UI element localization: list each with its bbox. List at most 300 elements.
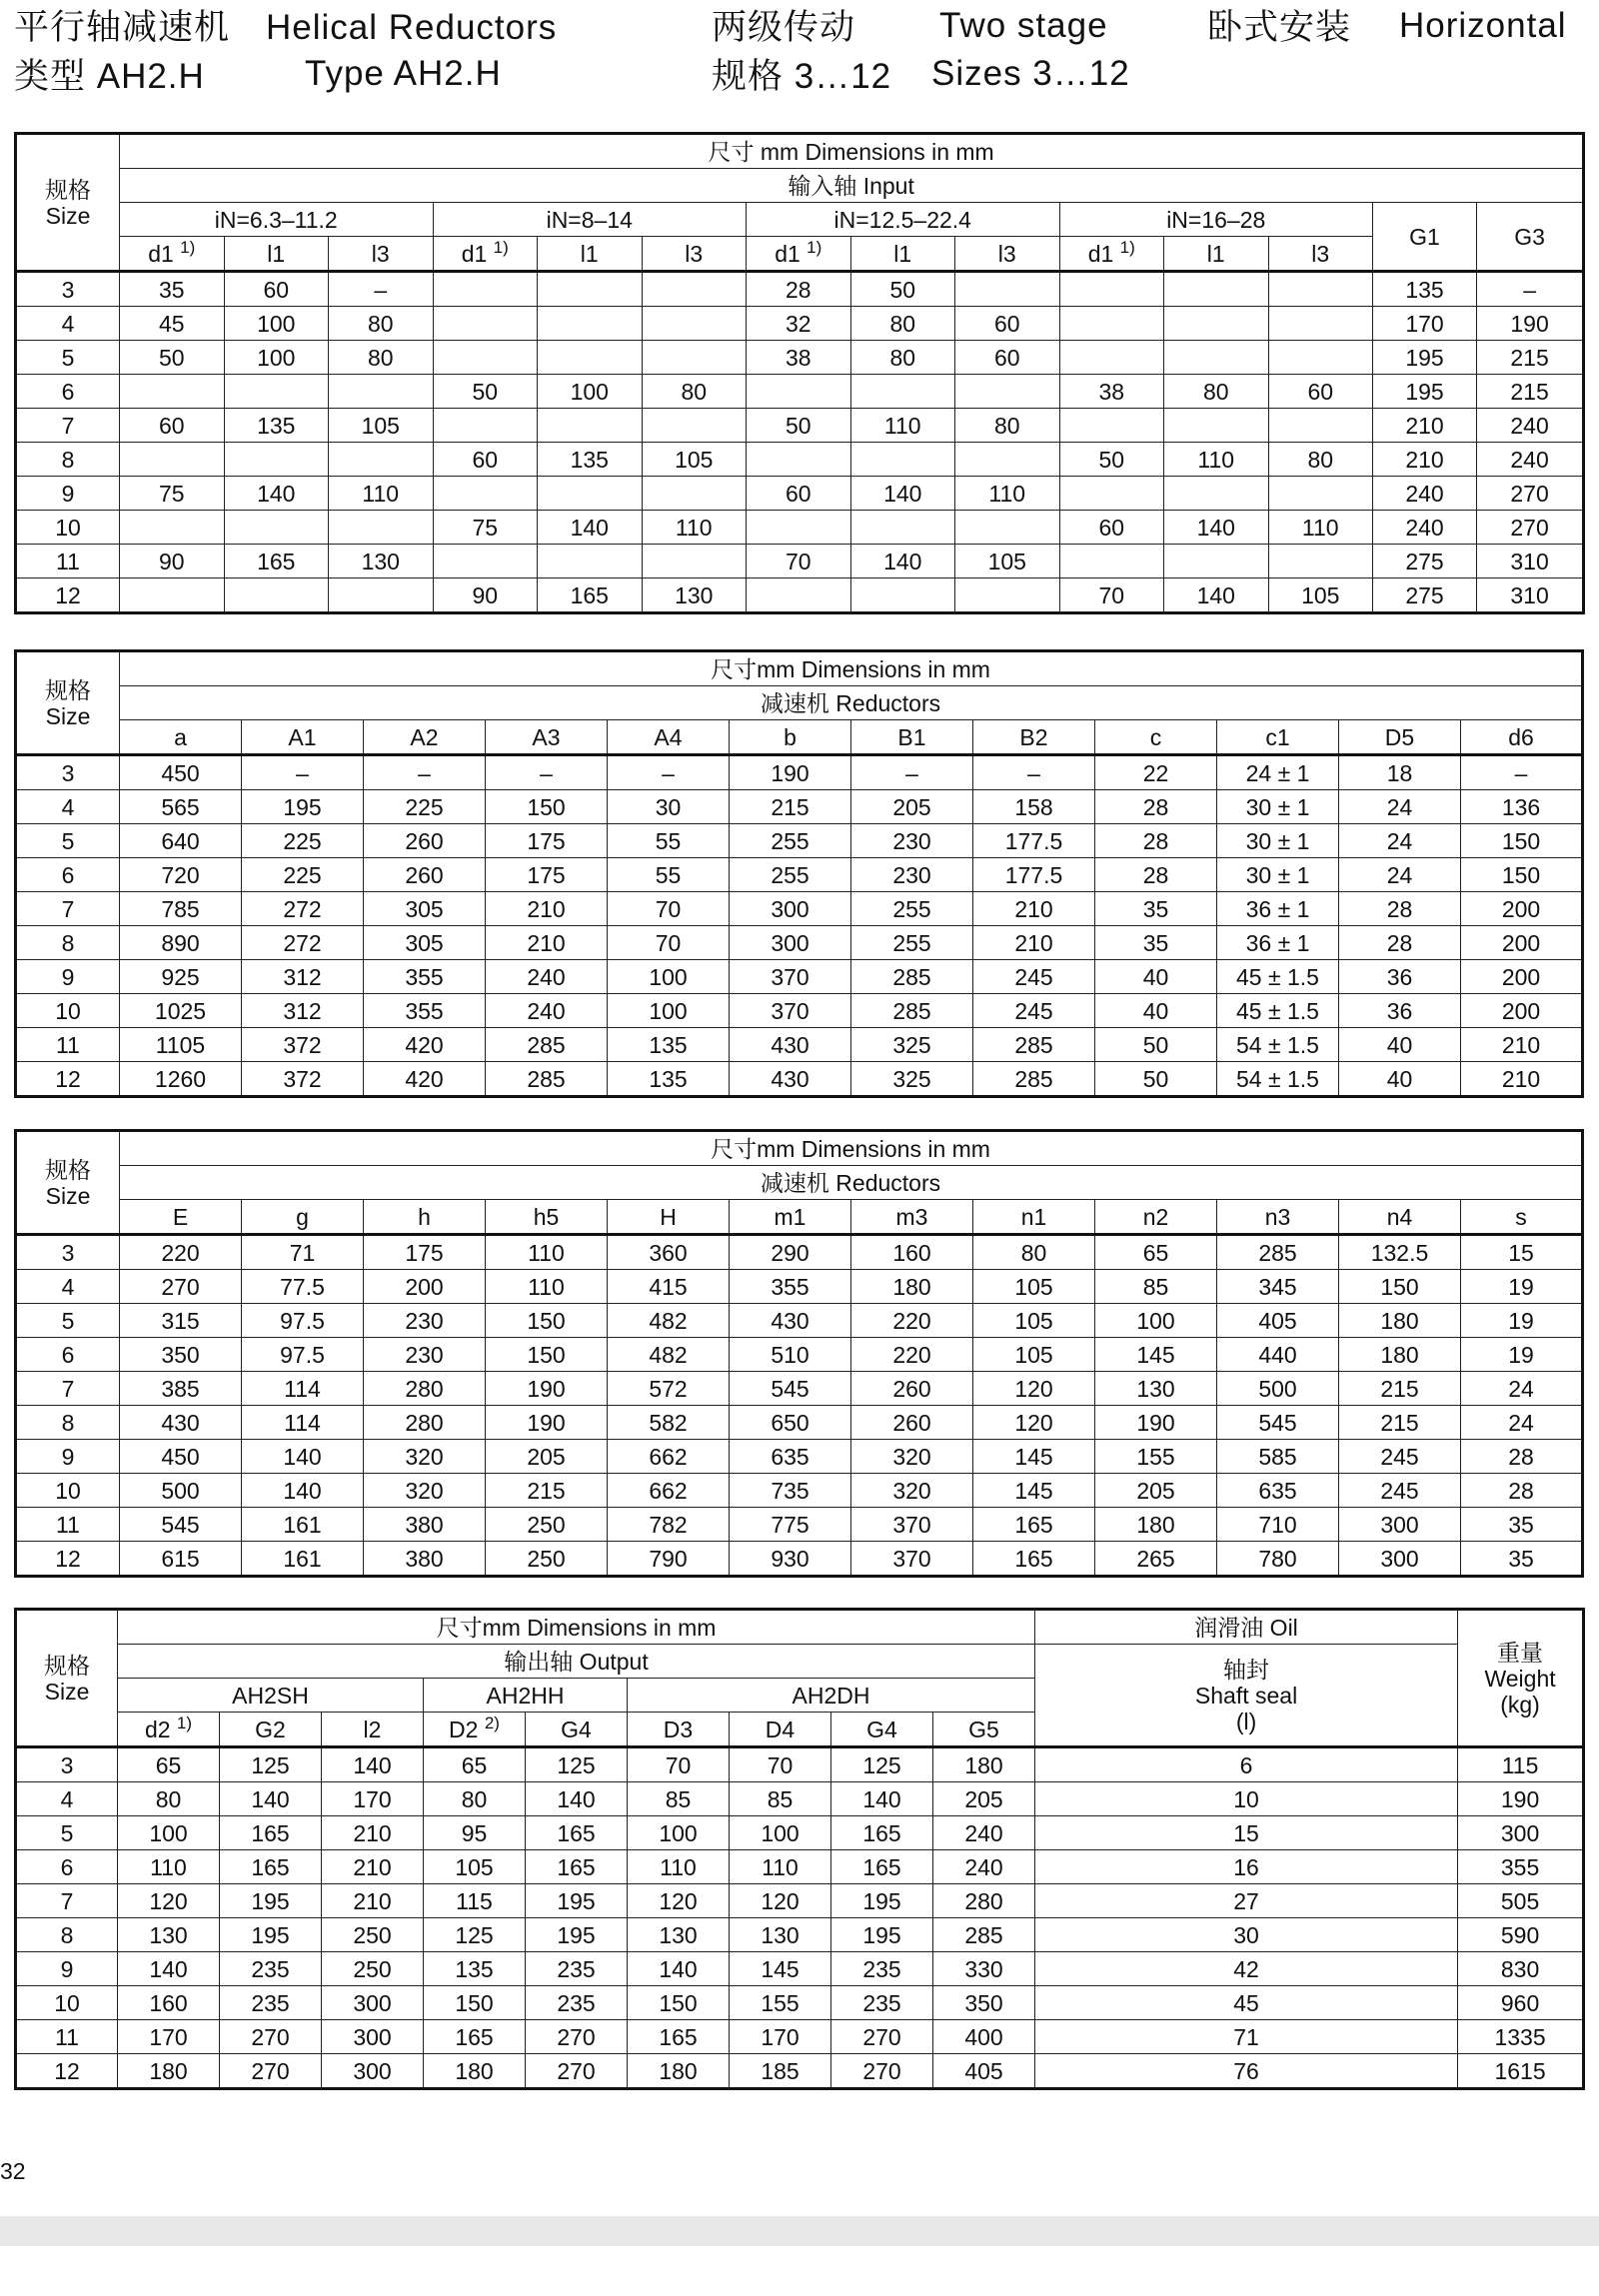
size-header: 规格 Size xyxy=(16,1610,118,1747)
table-cell: 300 xyxy=(1458,1816,1584,1850)
table-row xyxy=(16,2054,1584,2089)
table-cell: 635 xyxy=(730,1440,851,1474)
table-cell: 165 xyxy=(973,1508,1095,1542)
table-cell: 140 xyxy=(242,1440,364,1474)
col-header: G4 xyxy=(526,1713,628,1747)
size-cell: 7 xyxy=(16,1372,120,1406)
table-row xyxy=(16,1028,1583,1062)
table-cell: 125 xyxy=(526,1747,628,1782)
table-cell: 195 xyxy=(831,1884,933,1918)
col-header: l3 xyxy=(329,237,434,272)
table-cell: 40 xyxy=(1339,1028,1461,1062)
table-cell: 125 xyxy=(424,1918,526,1952)
table-cell: 205 xyxy=(933,1782,1035,1816)
table-cell xyxy=(1059,545,1164,578)
col-header: l3 xyxy=(1268,237,1373,272)
table-cell: 830 xyxy=(1458,1952,1584,1986)
table-cell: 782 xyxy=(608,1508,730,1542)
sizes-cn: 规格 3…12 xyxy=(712,57,892,96)
table-row xyxy=(16,1782,1584,1816)
table-cell: 105 xyxy=(424,1850,526,1884)
table-cell: 54 ± 1.5 xyxy=(1217,1062,1339,1097)
group-header: 减速机 Reductors xyxy=(120,686,1583,720)
size-cell: 6 xyxy=(16,858,120,892)
col-header: A2 xyxy=(364,720,486,755)
table-cell xyxy=(433,272,538,307)
table-cell: 300 xyxy=(322,2020,424,2054)
table-cell: 30 xyxy=(1035,1918,1458,1952)
table-cell: 320 xyxy=(851,1474,973,1508)
table-cell: 210 xyxy=(1373,409,1477,443)
col-header: d1 $^{1)}$ xyxy=(433,237,538,272)
table-cell: 300 xyxy=(730,892,851,926)
table-cell: – xyxy=(242,755,364,790)
table-cell: 320 xyxy=(851,1440,973,1474)
weight-header: 重量 Weight (kg) xyxy=(1458,1610,1584,1747)
col-header: A1 xyxy=(242,720,364,755)
table-cell: 450 xyxy=(120,755,242,790)
table-cell xyxy=(642,307,747,341)
table-cell xyxy=(955,578,1060,613)
table-cell: 270 xyxy=(526,2020,628,2054)
table-cell: 100 xyxy=(224,307,329,341)
table-row xyxy=(16,755,1583,790)
table-cell: 135 xyxy=(608,1062,730,1097)
table-cell: 370 xyxy=(730,994,851,1028)
table-cell: 160 xyxy=(118,1986,220,2020)
table-cell: 140 xyxy=(526,1782,628,1816)
table-cell: 285 xyxy=(933,1918,1035,1952)
table-row xyxy=(16,1235,1583,1270)
table-cell: 150 xyxy=(1339,1270,1461,1304)
table-cell: 240 xyxy=(486,994,608,1028)
table-cell: – xyxy=(973,755,1095,790)
table-cell: 200 xyxy=(1461,892,1583,926)
table-cell: 16 xyxy=(1035,1850,1458,1884)
table-cell: 19 xyxy=(1461,1270,1583,1304)
table-cell: 585 xyxy=(1217,1440,1339,1474)
table-cell: 150 xyxy=(424,1986,526,2020)
col-header: d6 xyxy=(1461,720,1583,755)
table-cell xyxy=(642,477,747,511)
table-cell: 45 xyxy=(1035,1986,1458,2020)
col-header: s xyxy=(1461,1200,1583,1235)
table-cell: 1025 xyxy=(120,994,242,1028)
table-cell: 28 xyxy=(1461,1474,1583,1508)
table-row xyxy=(16,443,1584,477)
table-cell xyxy=(1059,341,1164,375)
table-cell: 80 xyxy=(642,375,747,409)
table-cell: 355 xyxy=(1458,1850,1584,1884)
table-row xyxy=(16,1884,1584,1918)
table-cell: 90 xyxy=(433,578,538,613)
table-cell xyxy=(747,511,851,545)
table-cell: 140 xyxy=(220,1782,322,1816)
table-cell: 240 xyxy=(1477,443,1584,477)
table-cell: 250 xyxy=(322,1952,424,1986)
table-cell: 60 xyxy=(433,443,538,477)
table-cell: 450 xyxy=(120,1440,242,1474)
table-cell: 110 xyxy=(628,1850,730,1884)
table-cell xyxy=(850,375,955,409)
size-cell: 8 xyxy=(16,443,120,477)
table-cell: 140 xyxy=(1164,511,1269,545)
table-cell: 285 xyxy=(851,994,973,1028)
table-cell: 177.5 xyxy=(973,824,1095,858)
table-cell: 38 xyxy=(747,341,851,375)
table-cell xyxy=(642,272,747,307)
range-header: iN=12.5–22.4 xyxy=(747,203,1060,237)
table-cell: 305 xyxy=(364,892,486,926)
size-cell: 9 xyxy=(16,1440,120,1474)
table-cell: 710 xyxy=(1217,1508,1339,1542)
table-cell: 270 xyxy=(831,2054,933,2089)
table-row xyxy=(16,375,1584,409)
table-cell: 170 xyxy=(322,1782,424,1816)
size-cell: 8 xyxy=(16,1406,120,1440)
table-cell: 165 xyxy=(628,2020,730,2054)
table-row xyxy=(16,1406,1583,1440)
table-cell: 210 xyxy=(1373,443,1477,477)
table-cell xyxy=(1164,477,1269,511)
table-cell: 90 xyxy=(120,545,225,578)
table-cell: 300 xyxy=(730,926,851,960)
table-cell: 240 xyxy=(933,1816,1035,1850)
table-cell: 28 xyxy=(1095,790,1217,824)
table-cell: 170 xyxy=(118,2020,220,2054)
table-cell: 415 xyxy=(608,1270,730,1304)
oil-header: 润滑油 Oil xyxy=(1035,1610,1458,1645)
table-row xyxy=(16,2020,1584,2054)
size-cell: 3 xyxy=(16,1747,118,1782)
table-row xyxy=(16,477,1584,511)
table-row xyxy=(16,307,1584,341)
table-cell: 114 xyxy=(242,1406,364,1440)
table-row xyxy=(16,1474,1583,1508)
table-cell: 315 xyxy=(120,1304,242,1338)
table-cell: 165 xyxy=(973,1542,1095,1577)
table-cell: 50 xyxy=(1059,443,1164,477)
table-cell: 28 xyxy=(747,272,851,307)
table-cell: 210 xyxy=(322,1884,424,1918)
table-cell: 195 xyxy=(220,1884,322,1918)
table-cell: 165 xyxy=(831,1816,933,1850)
table-cell: 165 xyxy=(424,2020,526,2054)
table-row xyxy=(16,272,1584,307)
table-cell: 110 xyxy=(955,477,1060,511)
table-cell: 210 xyxy=(1461,1028,1583,1062)
col-header: n2 xyxy=(1095,1200,1217,1235)
table-cell: 28 xyxy=(1461,1440,1583,1474)
reductor-dimensions-table-2 xyxy=(14,1129,1584,1578)
table-cell: 80 xyxy=(118,1782,220,1816)
table-cell: 71 xyxy=(242,1235,364,1270)
table-cell xyxy=(747,375,851,409)
size-cell: 10 xyxy=(16,994,120,1028)
size-cell: 12 xyxy=(16,1542,120,1577)
table-cell: 312 xyxy=(242,994,364,1028)
table-cell: 161 xyxy=(242,1542,364,1577)
table-row xyxy=(16,892,1583,926)
table-cell: 255 xyxy=(730,824,851,858)
table-cell: 50 xyxy=(1095,1028,1217,1062)
table-cell: 310 xyxy=(1477,545,1584,578)
table-cell: 105 xyxy=(329,409,434,443)
table-cell: 60 xyxy=(120,409,225,443)
table-cell: 35 xyxy=(120,272,225,307)
size-header: 规格 Size xyxy=(16,134,120,272)
table-cell: 420 xyxy=(364,1028,486,1062)
table-cell: 482 xyxy=(608,1304,730,1338)
table-cell: 140 xyxy=(850,477,955,511)
table-cell: 430 xyxy=(730,1028,851,1062)
group-header: 输入轴 Input xyxy=(120,169,1584,203)
col-header: d1 $^{1)}$ xyxy=(120,237,225,272)
table-cell: 180 xyxy=(424,2054,526,2089)
size-cell: 4 xyxy=(16,1782,118,1816)
table-cell: 260 xyxy=(364,858,486,892)
col-header: l1 xyxy=(1164,237,1269,272)
table-cell: 285 xyxy=(851,960,973,994)
table-cell: 890 xyxy=(120,926,242,960)
table-cell: 385 xyxy=(120,1372,242,1406)
table-cell: 290 xyxy=(730,1235,851,1270)
col-header: l1 xyxy=(538,237,643,272)
table-cell: 145 xyxy=(730,1952,831,1986)
table-cell: 150 xyxy=(1461,858,1583,892)
table-cell: 140 xyxy=(831,1782,933,1816)
group-header: 减速机 Reductors xyxy=(120,1166,1583,1200)
table-cell: 662 xyxy=(608,1474,730,1508)
table-cell: 105 xyxy=(973,1338,1095,1372)
table-cell xyxy=(433,307,538,341)
size-cell: 3 xyxy=(16,1235,120,1270)
table-cell: 130 xyxy=(628,1918,730,1952)
col-header: m1 xyxy=(730,1200,851,1235)
table-cell: 230 xyxy=(851,858,973,892)
col-header: a xyxy=(120,720,242,755)
table-cell: 40 xyxy=(1095,960,1217,994)
table-cell: 720 xyxy=(120,858,242,892)
table-cell: 10 xyxy=(1035,1782,1458,1816)
table-cell: 105 xyxy=(955,545,1060,578)
table-cell: – xyxy=(486,755,608,790)
table-cell: – xyxy=(329,272,434,307)
table-cell: 165 xyxy=(538,578,643,613)
table-cell: 380 xyxy=(364,1542,486,1577)
table-cell: 35 xyxy=(1461,1508,1583,1542)
table-cell: 85 xyxy=(1095,1270,1217,1304)
size-cell: 5 xyxy=(16,824,120,858)
table-cell: 255 xyxy=(730,858,851,892)
table-cell: 70 xyxy=(747,545,851,578)
table-cell: 210 xyxy=(973,926,1095,960)
table-cell: 70 xyxy=(628,1747,730,1782)
table-cell xyxy=(120,375,225,409)
table-cell: 355 xyxy=(364,994,486,1028)
table-cell: 80 xyxy=(955,409,1060,443)
table-cell: 120 xyxy=(118,1884,220,1918)
col-header: d2 $^{1)}$ xyxy=(118,1713,220,1747)
table-cell: 135 xyxy=(224,409,329,443)
table-cell: 355 xyxy=(364,960,486,994)
size-cell: 11 xyxy=(16,1028,120,1062)
table-cell: 125 xyxy=(831,1747,933,1782)
table-cell: 330 xyxy=(933,1952,1035,1986)
table-cell: 235 xyxy=(526,1986,628,2020)
col-header: c xyxy=(1095,720,1217,755)
table-cell: 110 xyxy=(329,477,434,511)
table-cell: 140 xyxy=(538,511,643,545)
table-cell: 145 xyxy=(973,1440,1095,1474)
table-cell: 60 xyxy=(224,272,329,307)
table-cell: 50 xyxy=(120,341,225,375)
table-row xyxy=(16,1816,1584,1850)
title-cn: 平行轴减速机 xyxy=(14,8,231,47)
dimensions-header: 尺寸mm Dimensions in mm xyxy=(120,651,1583,686)
table-cell: 420 xyxy=(364,1062,486,1097)
table-cell: 145 xyxy=(973,1474,1095,1508)
table-cell: 280 xyxy=(933,1884,1035,1918)
table-cell: 590 xyxy=(1458,1918,1584,1952)
size-cell: 6 xyxy=(16,375,120,409)
col-header: g xyxy=(242,1200,364,1235)
col-header: G3 xyxy=(1477,203,1584,272)
table-cell: 65 xyxy=(118,1747,220,1782)
table-cell: 135 xyxy=(1373,272,1477,307)
col-header: l3 xyxy=(642,237,747,272)
table-cell: 405 xyxy=(1217,1304,1339,1338)
table-cell: 140 xyxy=(628,1952,730,1986)
table-cell: 190 xyxy=(486,1406,608,1440)
table-cell: 120 xyxy=(628,1884,730,1918)
size-cell: 7 xyxy=(16,892,120,926)
table-cell: 195 xyxy=(526,1884,628,1918)
table-cell: 120 xyxy=(973,1372,1095,1406)
table-cell: 370 xyxy=(851,1508,973,1542)
table-cell: 280 xyxy=(364,1372,486,1406)
table-cell: 75 xyxy=(120,477,225,511)
table-cell: 85 xyxy=(628,1782,730,1816)
table-cell: 30 xyxy=(608,790,730,824)
table-cell: 100 xyxy=(628,1816,730,1850)
table-cell: 300 xyxy=(322,2054,424,2089)
size-cell: 4 xyxy=(16,790,120,824)
table-cell: 190 xyxy=(730,755,851,790)
table-cell xyxy=(329,443,434,477)
table-cell xyxy=(1164,545,1269,578)
table-row xyxy=(16,1338,1583,1372)
table-cell xyxy=(329,578,434,613)
table-cell: 1105 xyxy=(120,1028,242,1062)
table-cell: 505 xyxy=(1458,1884,1584,1918)
table-cell: 24 xyxy=(1339,858,1461,892)
size-cell: 10 xyxy=(16,511,120,545)
table-cell: 100 xyxy=(730,1816,831,1850)
table-cell: 400 xyxy=(933,2020,1035,2054)
table-cell: 150 xyxy=(486,790,608,824)
table-cell xyxy=(538,341,643,375)
table-cell: 925 xyxy=(120,960,242,994)
table-cell: 130 xyxy=(730,1918,831,1952)
table-cell: 360 xyxy=(608,1235,730,1270)
table-cell xyxy=(433,477,538,511)
table-cell: 24 xyxy=(1339,824,1461,858)
size-cell: 12 xyxy=(16,578,120,613)
table-cell: 245 xyxy=(1339,1440,1461,1474)
table-cell: 35 xyxy=(1461,1542,1583,1577)
table-cell: 110 xyxy=(486,1270,608,1304)
table-row xyxy=(16,824,1583,858)
table-cell: 100 xyxy=(118,1816,220,1850)
table-cell: 430 xyxy=(730,1062,851,1097)
col-header: l1 xyxy=(850,237,955,272)
table-cell: 85 xyxy=(730,1782,831,1816)
table-cell: 170 xyxy=(730,2020,831,2054)
reductor-dimensions-table-1 xyxy=(14,649,1584,1098)
size-cell: 6 xyxy=(16,1338,120,1372)
table-cell: 372 xyxy=(242,1028,364,1062)
table-cell: 24 xyxy=(1461,1406,1583,1440)
table-cell: 28 xyxy=(1339,926,1461,960)
table-cell: 100 xyxy=(1095,1304,1217,1338)
table-cell: 130 xyxy=(1095,1372,1217,1406)
table-cell: 50 xyxy=(747,409,851,443)
table-cell xyxy=(120,578,225,613)
table-row xyxy=(16,511,1584,545)
table-cell xyxy=(224,578,329,613)
table-cell: 215 xyxy=(1477,375,1584,409)
col-header: G2 xyxy=(220,1713,322,1747)
footer-bar xyxy=(0,2216,1599,2246)
table-cell: 200 xyxy=(364,1270,486,1304)
table-cell: 115 xyxy=(424,1884,526,1918)
table-cell xyxy=(1268,545,1373,578)
size-cell: 8 xyxy=(16,926,120,960)
table-row xyxy=(16,1747,1584,1782)
table-cell: 615 xyxy=(120,1542,242,1577)
table-cell: 60 xyxy=(747,477,851,511)
col-header: l1 xyxy=(224,237,329,272)
table-cell: 545 xyxy=(1217,1406,1339,1440)
table-cell: 300 xyxy=(322,1986,424,2020)
table-cell xyxy=(538,477,643,511)
table-cell: 19 xyxy=(1461,1338,1583,1372)
table-cell: 320 xyxy=(364,1474,486,1508)
table-cell: 60 xyxy=(955,307,1060,341)
table-cell: 100 xyxy=(224,341,329,375)
table-cell: 510 xyxy=(730,1338,851,1372)
table-cell: 200 xyxy=(1461,960,1583,994)
table-cell: 270 xyxy=(1477,477,1584,511)
size-cell: 9 xyxy=(16,960,120,994)
table-cell xyxy=(329,511,434,545)
size-cell: 5 xyxy=(16,1304,120,1338)
table-cell: 110 xyxy=(730,1850,831,1884)
table-cell: 100 xyxy=(538,375,643,409)
page-number: 32 xyxy=(0,2158,26,2184)
table-cell: 140 xyxy=(224,477,329,511)
size-cell: 7 xyxy=(16,409,120,443)
table-cell: 19 xyxy=(1461,1304,1583,1338)
col-header: B1 xyxy=(851,720,973,755)
table-cell: 350 xyxy=(120,1338,242,1372)
table-cell xyxy=(747,443,851,477)
col-header: D2 $^{2)}$ xyxy=(424,1713,526,1747)
table-cell: 54 ± 1.5 xyxy=(1217,1028,1339,1062)
subgroup-header: AH2DH xyxy=(628,1679,1035,1713)
table-cell: 105 xyxy=(642,443,747,477)
